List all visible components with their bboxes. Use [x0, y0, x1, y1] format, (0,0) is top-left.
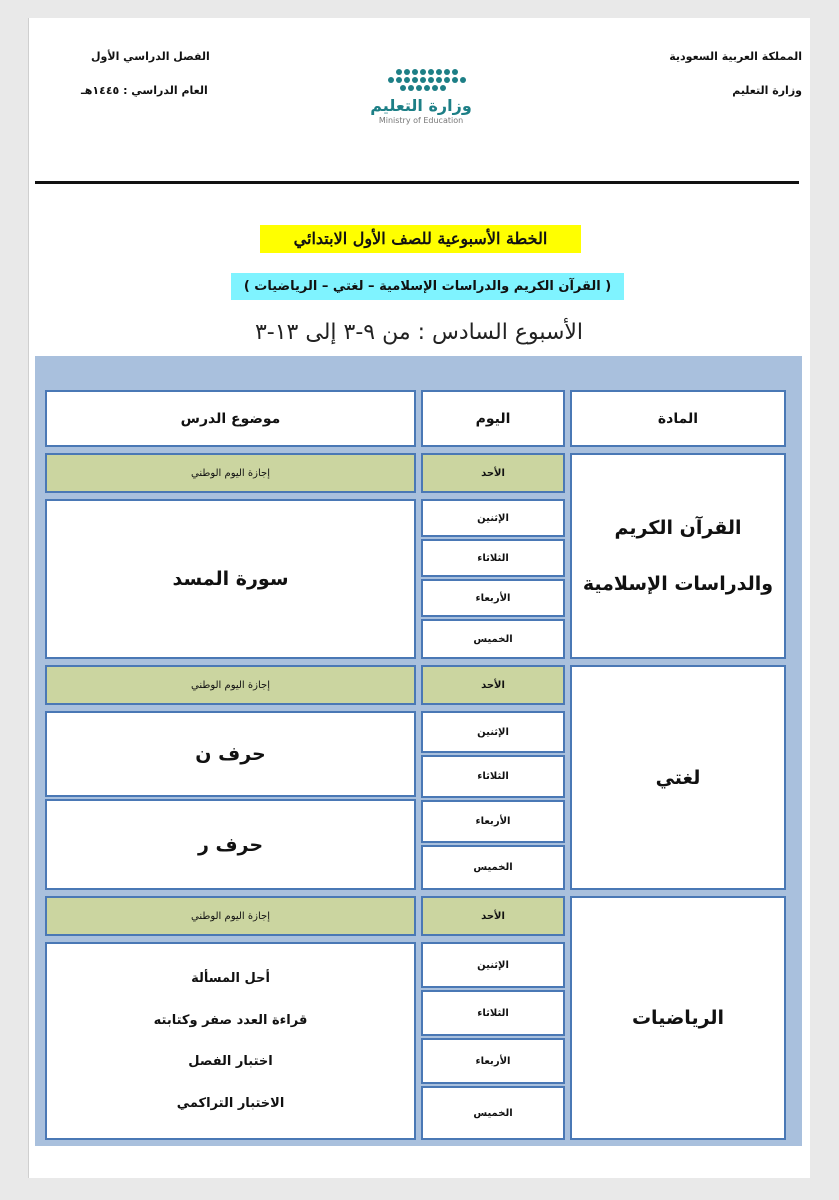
holiday-cell: إجازة اليوم الوطني: [45, 896, 416, 936]
logo-dots-icon: [351, 66, 491, 98]
day-wednesday: الأربعاء: [421, 579, 565, 617]
day-tuesday: الثلاثاء: [421, 755, 565, 798]
holiday-cell: إجازة اليوم الوطني: [45, 665, 416, 705]
subject-quran: [570, 453, 786, 659]
country-name: المملكة العربية السعودية: [669, 50, 802, 63]
subject-quran-line2: والدراسات الإسلامية: [582, 573, 774, 595]
subjects-subtitle: ( القرآن الكريم والدراسات الإسلامية – لغتي – الرياضيات ): [231, 273, 624, 300]
semester-label: الفصل الدراسي الأول: [91, 50, 210, 63]
subject-quran-line1: القرآن الكريم: [614, 517, 742, 539]
header-subject: المادة: [570, 390, 786, 447]
lesson-lughati-1: حرف ن: [45, 711, 416, 797]
ministry-logo: [351, 66, 491, 128]
lesson-math-list: [45, 942, 416, 1140]
header-day: اليوم: [421, 390, 565, 447]
day-tuesday: الثلاثاء: [421, 990, 565, 1036]
day-sunday: الأحد: [421, 453, 565, 493]
document-page: [28, 18, 810, 1178]
day-thursday: الخميس: [421, 845, 565, 890]
day-monday: الإثنين: [421, 499, 565, 537]
week-range: الأسبوع السادس : من ٩-٣ إلى ١٣-٣: [254, 320, 584, 345]
day-thursday: الخميس: [421, 619, 565, 659]
day-thursday: الخميس: [421, 1086, 565, 1140]
academic-year-label: العام الدراسي : ١٤٤٥هـ: [81, 84, 208, 97]
lesson-math-item: الاختبار التراكمي: [176, 1095, 285, 1111]
lesson-math-item: اختبار الفصل: [188, 1054, 273, 1070]
logo-english-text: Ministry of Education: [378, 116, 464, 125]
day-monday: الإثنين: [421, 711, 565, 753]
plan-title: الخطة الأسبوعية للصف الأول الابتدائي: [260, 225, 581, 253]
day-sunday: الأحد: [421, 665, 565, 705]
weekly-plan-table: [35, 356, 802, 1146]
lesson-lughati-2: حرف ر: [45, 799, 416, 890]
day-wednesday: الأربعاء: [421, 1038, 565, 1084]
day-wednesday: الأربعاء: [421, 800, 565, 843]
day-tuesday: الثلاثاء: [421, 539, 565, 577]
holiday-cell: إجازة اليوم الوطني: [45, 453, 416, 493]
lesson-quran: سورة المسد: [45, 499, 416, 659]
lesson-math-item: أحل المسألة: [191, 971, 270, 987]
subject-math: الرياضيات: [570, 896, 786, 1140]
header-topic: موضوع الدرس: [45, 390, 416, 447]
lesson-math-item: قراءة العدد صفر وكتابته: [153, 1012, 308, 1028]
day-sunday: الأحد: [421, 896, 565, 936]
header-divider: [35, 181, 799, 184]
subject-lughati: لغتي: [570, 665, 786, 890]
ministry-name: وزارة التعليم: [732, 84, 802, 97]
day-monday: الإثنين: [421, 942, 565, 988]
logo-arabic-text: وزارة التعليم: [370, 96, 472, 115]
